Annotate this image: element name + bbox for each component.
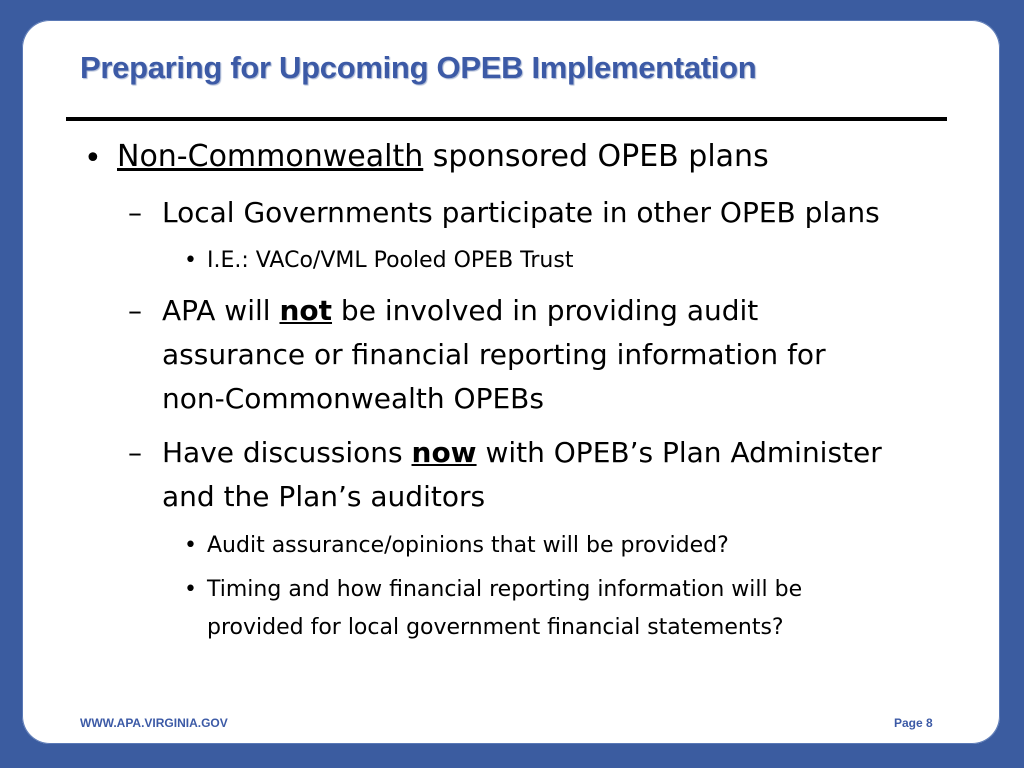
sub-sub-bullet-audit-assurance: Audit assurance/opinions that will be provided? bbox=[207, 533, 729, 558]
sub-sub-bullet-timing-line2: provided for local government financial statements? bbox=[207, 615, 784, 640]
bullet-marker: • bbox=[184, 533, 197, 558]
dash-marker: – bbox=[128, 196, 142, 229]
dash-marker: – bbox=[128, 436, 142, 469]
emphasis-not: not bbox=[279, 294, 333, 327]
sub-bullet-apa-line2: assurance or financial reporting information for bbox=[162, 338, 826, 371]
sub-bullet-apa-line1 bbox=[162, 294, 758, 327]
bullet-text: sponsored OPEB plans bbox=[423, 139, 769, 174]
footer-page-number: Page 8 bbox=[894, 716, 933, 730]
underlined-term: Non-Commonwealth bbox=[117, 139, 424, 174]
bullet-marker: • bbox=[184, 248, 197, 273]
sub-bullet-apa-line3: non-Commonwealth OPEBs bbox=[162, 382, 544, 415]
sub-bullet-local-governments: Local Governments participate in other OPEB plans bbox=[162, 196, 880, 229]
sub-bullet-discussions-line2: and the Plan’s auditors bbox=[162, 480, 486, 513]
text-span: APA will bbox=[162, 294, 280, 327]
sub-sub-bullet-timing-line1: Timing and how financial reporting information will be bbox=[207, 577, 803, 602]
bullet-non-commonwealth bbox=[117, 139, 769, 174]
sub-bullet-discussions-line1 bbox=[162, 436, 882, 469]
text-span: with OPEB’s Plan Administer bbox=[476, 436, 882, 469]
emphasis-now: now bbox=[411, 436, 477, 469]
sub-sub-bullet-pooled-trust: I.E.: VACo/VML Pooled OPEB Trust bbox=[207, 248, 574, 273]
footer-website: WWW.APA.VIRGINIA.GOV bbox=[80, 716, 228, 730]
slide-title: Preparing for Upcoming OPEB Implementation bbox=[80, 50, 757, 85]
bullet-marker: • bbox=[84, 141, 102, 176]
text-span: be involved in providing audit bbox=[332, 294, 759, 327]
bullet-marker: • bbox=[184, 577, 197, 602]
text-span: Have discussions bbox=[162, 436, 412, 469]
dash-marker: – bbox=[128, 294, 142, 327]
